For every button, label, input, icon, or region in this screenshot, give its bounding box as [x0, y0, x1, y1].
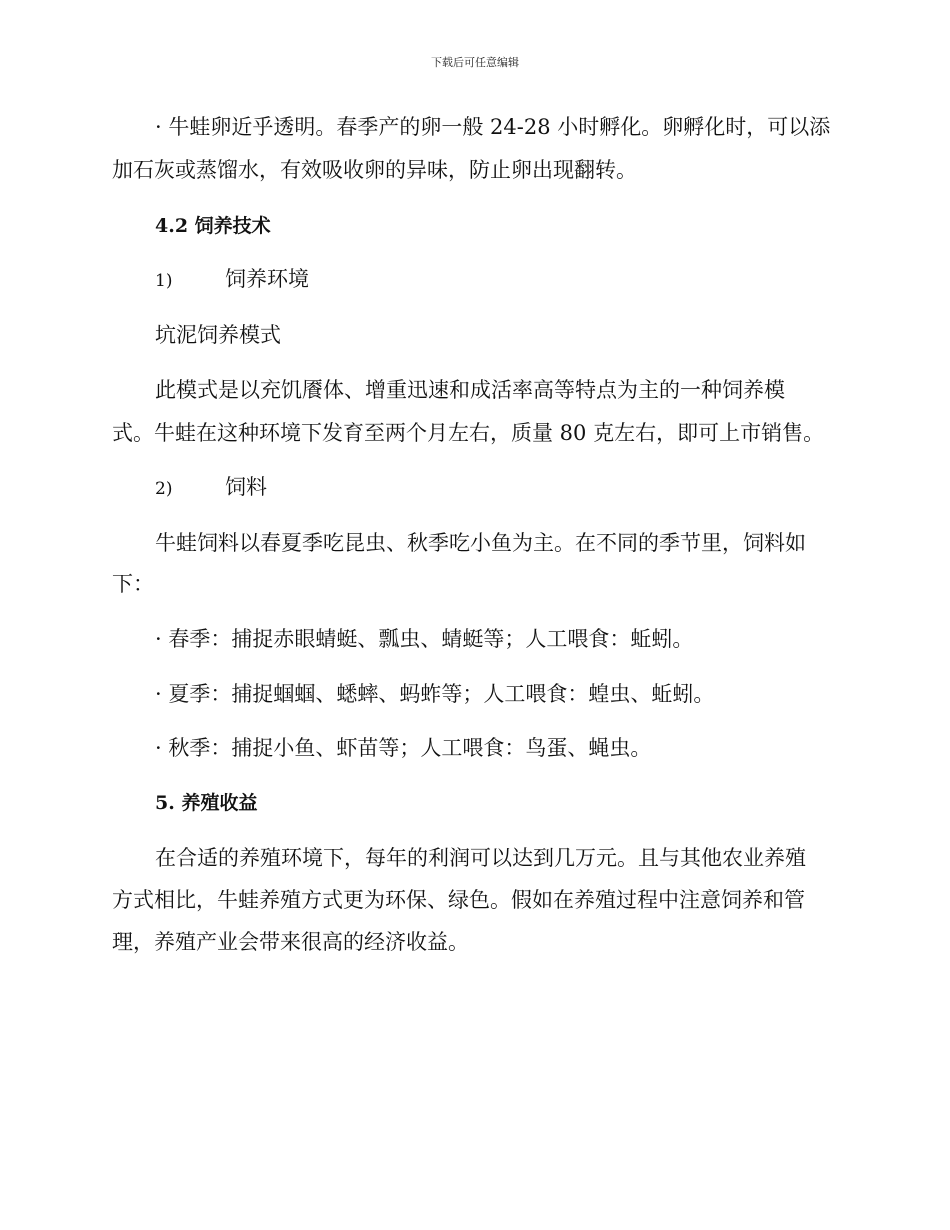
paragraph-line: 方式相比，牛蛙养殖方式更为环保、绿色。假如在养殖过程中注意饲养和管 — [112, 888, 805, 912]
section-heading: 4.2 饲养技术 — [155, 215, 271, 237]
paragraph-line: 此模式是以充饥餍体、增重迅速和成活率高等特点为主的一种饲养模 — [155, 378, 785, 402]
list-item: · 春季：捕捉赤眼蜻蜓、瓢虫、蜻蜓等；人工喂食：蚯蚓。 — [155, 627, 694, 651]
paragraph-line: 式。牛蛙在这种环境下发育至两个月左右，质量 80 克左右，即可上市销售。 — [112, 421, 825, 445]
list-number: 2) — [155, 479, 173, 499]
paragraph-line: 牛蛙饲料以春夏季吃昆虫、秋季吃小鱼为主。在不同的季节里，饲料如 — [155, 531, 806, 555]
page-header: 下载后可任意编辑 — [431, 56, 519, 69]
subheading: 坑泥饲养模式 — [155, 323, 281, 347]
list-item-label: 饲养环境 — [225, 267, 309, 291]
list-number: 1) — [155, 271, 173, 291]
paragraph-line: 在合适的养殖环境下，每年的利润可以达到几万元。且与其他农业养殖 — [155, 846, 806, 870]
list-item-label: 饲料 — [225, 475, 267, 499]
section-heading: 5. 养殖收益 — [155, 792, 258, 814]
paragraph-line: · 牛蛙卵近乎透明。春季产的卵一般 24-28 小时孵化。卵孵化时，可以添 — [155, 115, 831, 139]
list-item: · 秋季：捕捉小鱼、虾苗等；人工喂食：鸟蛋、蝇虫。 — [155, 736, 652, 760]
paragraph-line: 理，养殖产业会带来很高的经济收益。 — [112, 930, 469, 954]
paragraph-line: 下： — [112, 572, 154, 596]
paragraph-line: 加石灰或蒸馏水，有效吸收卵的异味，防止卵出现翻转。 — [112, 158, 637, 182]
list-item: · 夏季：捕捉蝈蝈、蟋蟀、蚂蚱等；人工喂食：蝗虫、蚯蚓。 — [155, 682, 715, 706]
